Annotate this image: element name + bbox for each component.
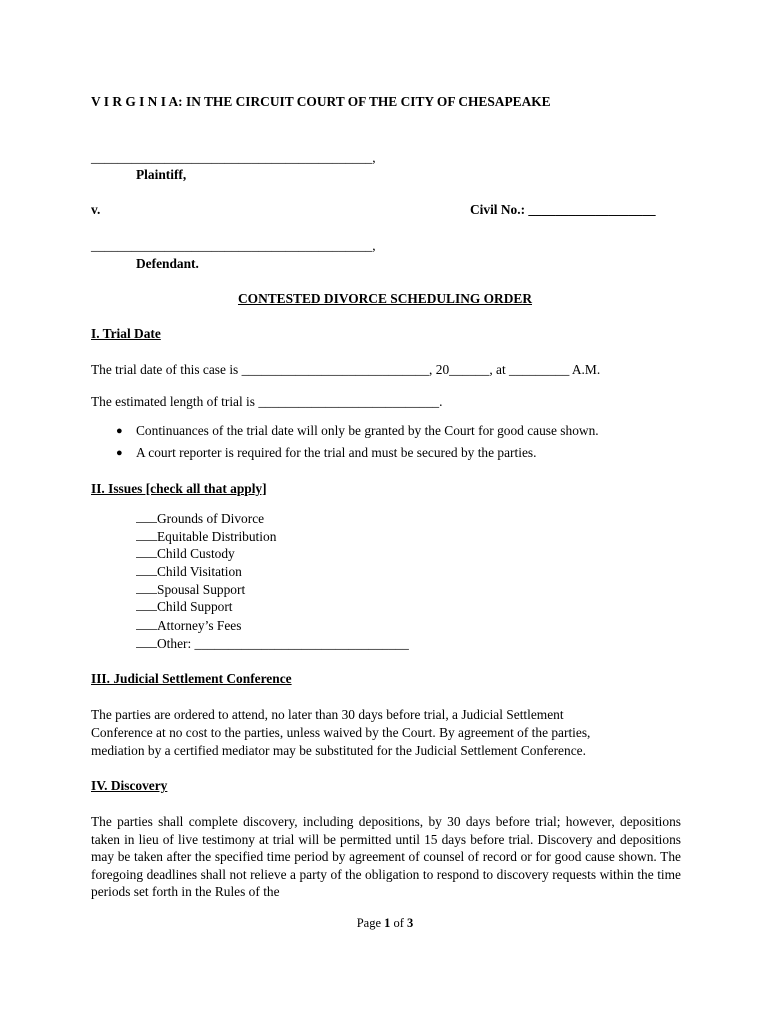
issue-item: Grounds of Divorce <box>136 510 264 527</box>
versus-label: v. <box>91 202 101 217</box>
checkbox-blank[interactable] <box>136 529 157 541</box>
checkbox-blank[interactable] <box>136 618 157 630</box>
checkbox-blank[interactable] <box>136 564 157 576</box>
plaintiff-name-blank: __________________________________________, <box>91 150 376 165</box>
checkbox-blank[interactable] <box>136 582 157 594</box>
section-2-heading: II. Issues [check all that apply] <box>91 481 267 496</box>
defendant-name-blank: __________________________________________, <box>91 238 376 253</box>
order-title: CONTESTED DIVORCE SCHEDULING ORDER <box>237 291 532 306</box>
checkbox-blank[interactable] <box>136 599 157 611</box>
civil-no-blank: ___________________ <box>528 202 656 217</box>
section-3-heading: III. Judicial Settlement Conference <box>91 671 292 686</box>
issue-item: Other: ________________________________ <box>136 635 409 652</box>
checkbox-blank[interactable] <box>136 546 157 558</box>
section-3-line-3: mediation by a certified mediator may be substituted for the Judicial Settlement Conference. <box>91 743 586 758</box>
checkbox-blank[interactable] <box>136 636 157 648</box>
section-3-line-1: The parties are ordered to attend, no later than 30 days before trial, a Judicial Settlement <box>91 707 564 722</box>
court-caption: V I R G I N I A: IN THE CIRCUIT COURT OF THE CITY OF CHESAPEAKE <box>91 94 551 109</box>
bullet-icon: ● <box>116 425 123 437</box>
section-4-heading: IV. Discovery <box>91 778 168 793</box>
issue-item: Spousal Support <box>136 581 245 598</box>
issue-item: Attorney’s Fees <box>136 617 241 634</box>
section-1-heading: I. Trial Date <box>91 326 161 341</box>
defendant-label: Defendant. <box>136 256 199 271</box>
civil-no-field <box>470 202 656 218</box>
checkbox-blank[interactable] <box>136 511 157 523</box>
page-footer: Page 1 of 3 <box>356 916 414 930</box>
bullet-court-reporter: A court reporter is required for the trial and must be secured by the parties. <box>136 445 537 460</box>
bullet-continuances: Continuances of the trial date will only be granted by the Court for good cause shown. <box>136 423 599 438</box>
civil-no-label: Civil No.: <box>470 202 526 217</box>
plaintiff-label: Plaintiff, <box>136 167 187 182</box>
trial-date-line: The trial date of this case is ____________________________, 20______, at _________ A.M. <box>91 362 601 377</box>
issue-item: Child Support <box>136 598 233 615</box>
issue-item: Child Visitation <box>136 563 242 580</box>
section-4-body: The parties shall complete discovery, including depositions, by 30 days before trial; however, depositions taken in lieu of live testimony at trial will be permitted until 15 days before trial. Discovery and depositions may be taken after the specified time period by agreement of counsel of record or for good cause shown. The foregoing deadlines shall not relieve a party of the obligation to respond to discovery requests within the time periods set forth in the Rules of the <box>91 814 681 900</box>
section-3-line-2: Conference at no cost to the parties, unless waived by the Court. By agreement of the parties, <box>91 725 591 740</box>
issue-item: Child Custody <box>136 545 235 562</box>
trial-length-line: The estimated length of trial is ___________________________. <box>91 394 443 409</box>
issue-item: Equitable Distribution <box>136 528 276 545</box>
bullet-icon: ● <box>116 447 123 459</box>
